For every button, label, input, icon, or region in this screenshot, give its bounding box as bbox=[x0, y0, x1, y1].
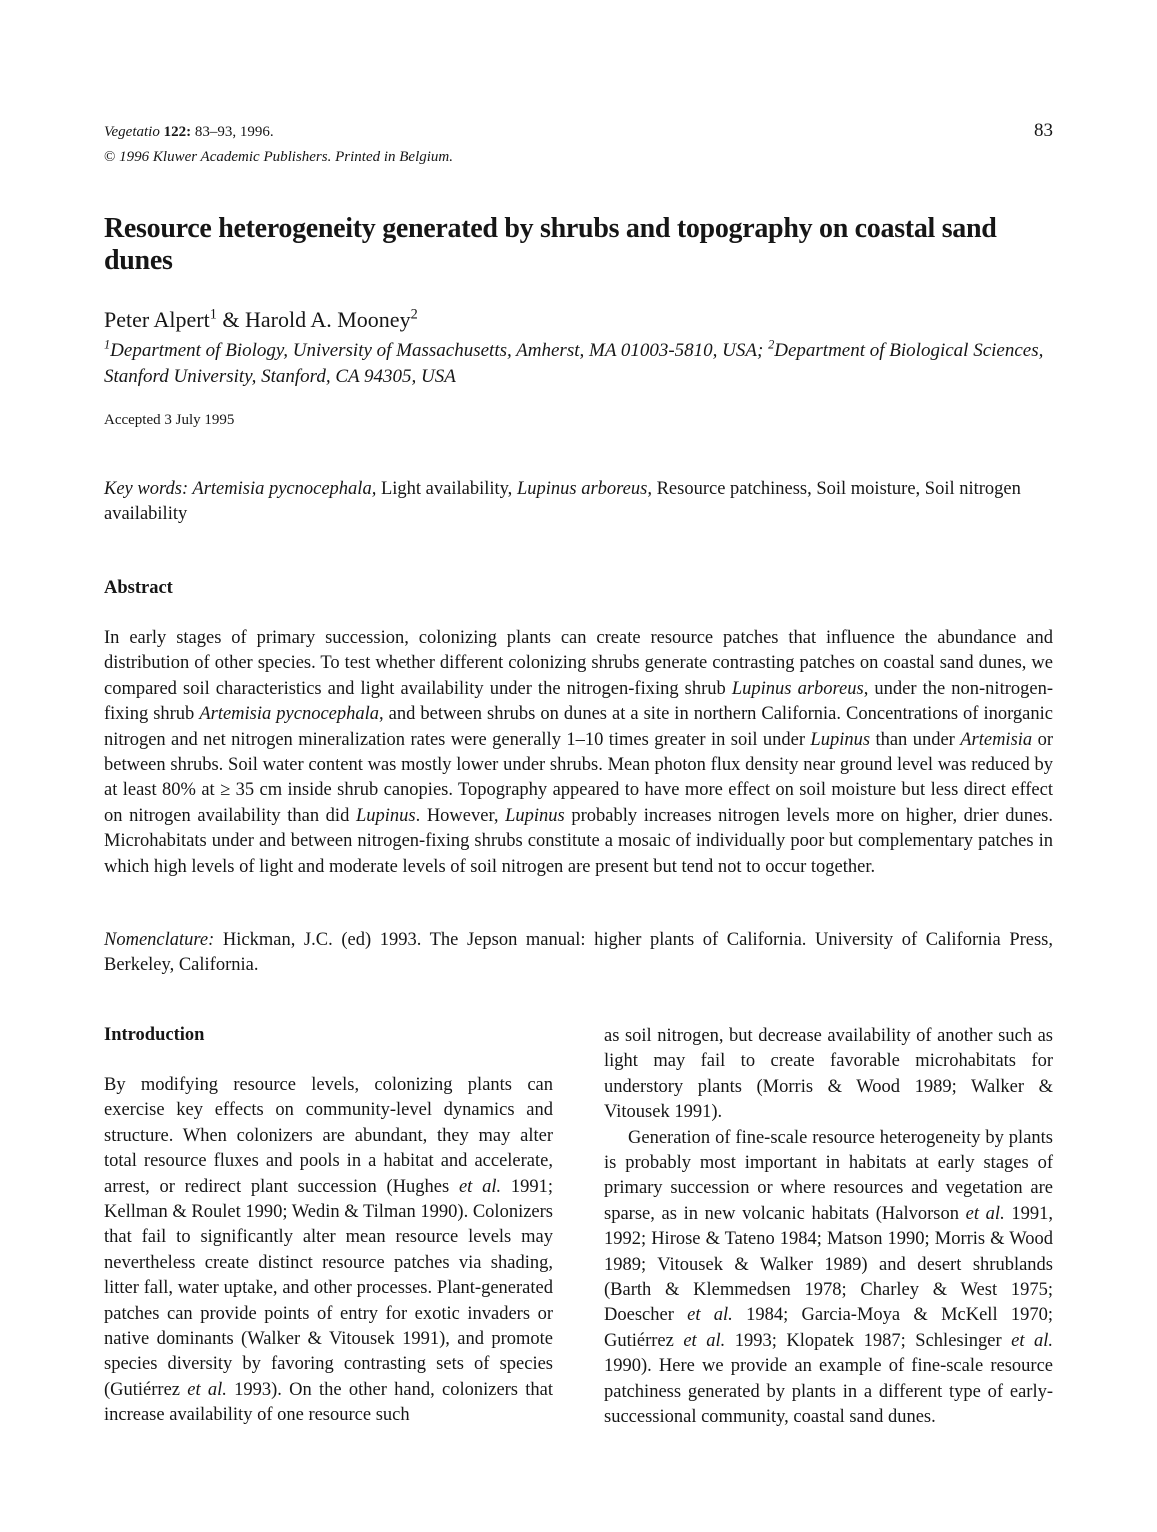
italic-text: Lupinus bbox=[355, 805, 416, 826]
author-joiner: & bbox=[216, 307, 245, 332]
italic-text: Artemisia bbox=[960, 729, 1033, 750]
text-run: or between shrubs. Soil water content was mostly lower under shrubs. Mean photon flux density near ground level was reduced by at least 80% at ≥ 35 cm inside shrub canopies. Topography appeared to have more effect on soil moisture but less direct effect on nitrogen availability than did bbox=[104, 729, 1053, 826]
author-name: Harold A. Mooney bbox=[244, 307, 411, 332]
text-run: 1993). On the other hand, colonizers that increase availability of one resource such bbox=[104, 1379, 553, 1426]
intro-paragraph bbox=[604, 1126, 1053, 1431]
text-run: By modifying resource levels, colonizing plants can exercise key effects on community-level dynamics and structure. When colonizers are abundant, they may alter total resource fluxes and pools in a habitat and accelerate, arrest, or redirect plant succession (Hughes bbox=[104, 1075, 553, 1197]
italic-text: et al. bbox=[683, 1330, 726, 1351]
volume: 122: bbox=[163, 124, 192, 140]
journal-header bbox=[104, 120, 453, 170]
text-run: Resource patchiness, Soil moisture, Soil nitrogen availability bbox=[104, 479, 1021, 525]
text-run: 1984; Garcia-Moya & McKell 1970; Gutiérrez bbox=[604, 1305, 1053, 1351]
text-run: 1990). Here we provide an example of fine-scale resource patchiness generated by plants in a different type of early-successional community, coastal sand dunes. bbox=[604, 1356, 1053, 1428]
affiliation-marker: 1 bbox=[104, 337, 111, 352]
affiliations bbox=[104, 338, 1059, 390]
italic-text: et al. bbox=[687, 1305, 733, 1326]
affiliation-marker: 2 bbox=[410, 306, 418, 323]
affiliation-2: Department of Biological Sciences, Stanford University, Stanford, CA 94305, USA bbox=[104, 340, 1044, 387]
italic-text: Lupinus bbox=[810, 729, 871, 750]
italic-text: Nomenclature: bbox=[104, 930, 215, 950]
page-number: 83 bbox=[1034, 120, 1053, 141]
abstract-text bbox=[104, 626, 1053, 880]
affiliation-1: Department of Biology, University of Massachusetts, Amherst, MA 01003-5810, USA; bbox=[110, 340, 769, 361]
text-run: Generation of fine-scale resource heterogeneity by plants is probably most important in habitats at early stages of primary succession or where resources and vegetation are sparse, as in new volcanic habitats (Halvorson bbox=[604, 1127, 1053, 1224]
text-run: 1991, 1992; Hirose & Tateno 1984; Matson 1990; Morris & Wood 1989; Vitousek & Walker 1989) and desert shrublands (Barth & Klemmedsen 1978; Charley & West 1975; Doescher bbox=[604, 1203, 1054, 1326]
text-run: probably increases nitrogen levels more on higher, drier dunes. Microhabitats under and between nitrogen-fixing shrubs constitute a mosaic of individually poor but complementary patches in which high levels of light and moderate levels of soil nitrogen are present but tend not to occur together. bbox=[104, 805, 1054, 877]
italic-text: Lupinus arboreus, bbox=[516, 479, 652, 499]
text-run: , under the non-nitrogen-fixing shrub bbox=[104, 678, 1053, 725]
text-run: than under bbox=[870, 729, 961, 750]
author-name: Peter Alpert bbox=[104, 307, 210, 332]
italic-text: et al. bbox=[458, 1176, 502, 1197]
introduction-heading: Introduction bbox=[104, 1025, 205, 1045]
affiliation-marker: 2 bbox=[768, 337, 775, 352]
text-run: 1993; Klopatek 1987; Schlesinger bbox=[725, 1330, 1012, 1351]
citation-line bbox=[104, 120, 453, 145]
text-run: . However, bbox=[415, 805, 506, 826]
copyright-text: 1996 Kluwer Academic Publishers. Printed in Belgium. bbox=[119, 149, 454, 165]
pages-year: 83–93, 1996. bbox=[194, 124, 274, 140]
accepted-date: Accepted 3 July 1995 bbox=[104, 412, 235, 428]
text-run: Light availability, bbox=[376, 479, 517, 499]
abstract-heading: Abstract bbox=[104, 578, 173, 598]
italic-text: Lupinus arboreus bbox=[731, 678, 864, 699]
authors bbox=[104, 307, 418, 333]
intro-paragraph bbox=[604, 1024, 1053, 1126]
affiliation-marker: 1 bbox=[209, 306, 217, 323]
text-run: as soil nitrogen, but decrease availability of another such as light may fail to create favorable microhabitats for understory plants (Morris & Wood 1989; Walker & Vitousek 1991). bbox=[604, 1026, 1053, 1123]
italic-text: et al. bbox=[187, 1379, 227, 1400]
journal-name: Vegetatio bbox=[104, 124, 160, 140]
italic-text: Lupinus bbox=[505, 805, 565, 826]
text-run: , and between shrubs on dunes at a site in northern California. Concentrations of inorganic nitrogen and net nitrogen mineralization rates were generally 1–10 times greater in soil under bbox=[104, 704, 1053, 750]
italic-text: Key words: Artemisia pycnocephala, bbox=[104, 479, 377, 499]
italic-text: Artemisia pycnocephala bbox=[199, 704, 380, 725]
text-run: Hickman, J.C. (ed) 1993. The Jepson manual: higher plants of California. University of California Press, Berkeley, California. bbox=[104, 930, 1053, 976]
text-run: 1991; Kellman & Roulet 1990; Wedin & Tilman 1990). Colonizers that fail to significantly alter mean resource levels may nevertheless create distinct resource patches via shading, litter fall, water uptake, and other processes. Plant-generated patches can provide points of entry for exotic invaders or native dominants (Walker & Vitousek 1991), and promote species diversity by favoring contrasting sets of species (Gutiérrez bbox=[104, 1176, 554, 1400]
copyright-line bbox=[104, 145, 453, 170]
paper-title: Resource heterogeneity generated by shrubs and topography on coastal sand dunes bbox=[104, 213, 997, 276]
introduction-right-column bbox=[604, 1024, 1053, 1431]
italic-text: et al. bbox=[965, 1203, 1005, 1224]
text-run: In early stages of primary succession, colonizing plants can create resource patches that influence the abundance and distribution of other species. To test whether different colonizing shrubs generate contrasting patches on coastal sand dunes, we compared soil characteristics and light availability under the nitrogen-fixing shrub bbox=[104, 628, 1053, 699]
introduction-left-column bbox=[104, 1073, 553, 1429]
nomenclature bbox=[104, 928, 1053, 979]
keywords bbox=[104, 477, 1054, 528]
italic-text: et al. bbox=[1011, 1330, 1053, 1351]
copyright-icon: © bbox=[104, 149, 116, 165]
